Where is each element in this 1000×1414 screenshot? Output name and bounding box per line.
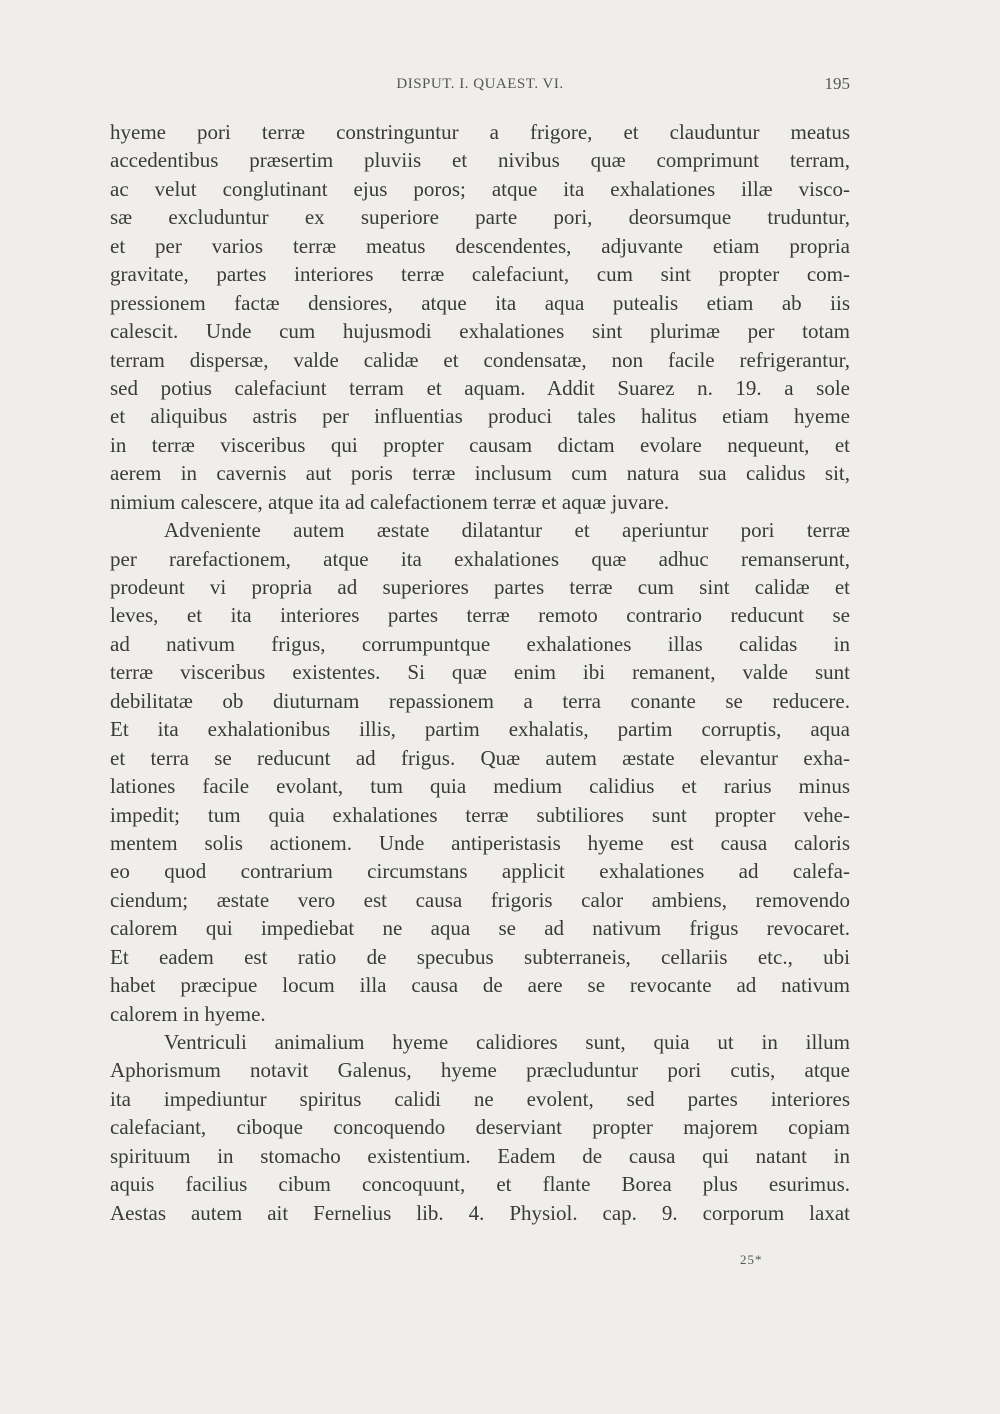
text-line: calorem in hyeme. [110,1001,266,1026]
text-line: per rarefactionem, atque ita exhalationes quæ adhuc remanserunt, [110,546,850,571]
running-head: DISPUT. I. QUAEST. VI. [396,76,564,92]
text-line: nimium calescere, atque ita ad calefactionem terræ et aquæ juvare. [110,489,670,514]
signature-mark: 25* [740,1252,763,1267]
text-line: gravitate, partes interiores terræ calefaciunt, cum sint propter com- [110,262,850,287]
text-line: ita impediuntur spiritus calidi ne evolent, sed partes interiores [110,1086,850,1111]
text-line: ad nativum frigus, corrumpuntque exhalationes illas calidas in [110,631,850,656]
text-line: et per varios terræ meatus descendentes, adjuvante etiam propria [110,233,850,258]
text-line: Aestas autem ait Fernelius lib. 4. Physiol. cap. 9. corporum laxat [110,1200,850,1225]
text-line: aquis facilius cibum concoquunt, et flante Borea plus esurimus. [110,1172,850,1197]
page-header [110,76,850,100]
text-line: ac velut conglutinant ejus poros; atque ita exhalationes illæ visco- [110,176,850,201]
text-line: Adveniente autem æstate dilatantur et aperiuntur pori terræ [164,518,850,543]
text-line: ciendum; æstate vero est causa frigoris calor ambiens, removendo [110,887,850,912]
text-line: mentem solis actionem. Unde antiperistasis hyeme est causa caloris [110,830,850,855]
text-line: sed potius calefaciunt terram et aquam. Addit Suarez n. 19. a sole [110,375,850,400]
text-line: calorem qui impediebat ne aqua se ad nativum frigus revocaret. [110,916,850,941]
text-line: debilitatæ ob diuturnam repassionem a terra conante se reducere. [110,688,850,713]
text-line: et terra se reducunt ad frigus. Quæ autem æstate elevantur exha- [110,745,850,770]
page-number: 195 [824,74,850,93]
text-line: terram dispersæ, valde calidæ et condensatæ, non facile refrigerantur, [110,347,850,372]
text-line: Et eadem est ratio de specubus subterraneis, cellariis etc., ubi [110,944,850,969]
text-line: Ventriculi animalium hyeme calidiores sunt, quia ut in illum [164,1030,850,1054]
text-line: accedentibus præsertim pluviis et nivibus quæ comprimunt terram, [110,148,850,173]
text-line: leves, et ita interiores partes terræ remoto contrario reducunt se [110,603,850,628]
text-line: spirituum in stomacho existentium. Eadem de causa qui natant in [110,1143,850,1168]
text-line: sæ excluduntur ex superiore parte pori, deorsumque truduntur, [110,205,850,230]
text-line: impedit; tum quia exhalationes terræ subtiliores sunt propter vehe- [110,802,850,827]
text-line: calefaciant, ciboque concoquendo deserviant propter majorem copiam [110,1115,850,1140]
text-line: in terræ visceribus qui propter causam dictam evolare nequeunt, et [110,432,850,457]
text-line: hyeme pori terræ constringuntur a frigore, et clauduntur meatus [110,120,850,144]
text-line: et aliquibus astris per influentias produci tales halitus etiam hyeme [110,404,850,429]
text-line: habet præcipue locum illa causa de aere se revocante ad nativum [110,973,850,998]
text-line: aerem in cavernis aut poris terræ inclusum cum natura sua calidus sit, [110,461,850,486]
text-line: terræ visceribus existentes. Si quæ enim ibi remanent, valde sunt [110,660,850,685]
text-line: lationes facile evolant, tum quia medium calidius et rarius minus [110,774,850,799]
text-line: prodeunt vi propria ad superiores partes terræ cum sint calidæ et [110,575,850,599]
text-line: calescit. Unde cum hujusmodi exhalationes sint plurimæ per totam [110,319,850,344]
text-line: Aphorismum notavit Galenus, hyeme præcluduntur pori cutis, atque [110,1058,850,1083]
text-line: pressionem factæ densiores, atque ita aqua putealis etiam ab iis [110,290,850,315]
text-line: Et ita exhalationibus illis, partim exhalatis, partim corruptis, aqua [110,717,850,742]
body-text [110,118,850,1227]
text-line: eo quod contrarium circumstans applicit exhalationes ad calefa- [110,859,850,884]
